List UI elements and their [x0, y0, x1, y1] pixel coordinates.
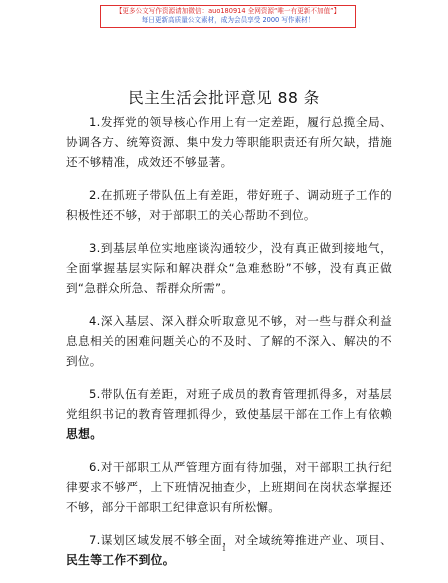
list-item — [66, 384, 392, 444]
item-text: 2.在抓班子带队伍上有差距，带好班子、调动班子工作的积极性还不够，对于部职工的关心帮助不到位。 — [66, 188, 392, 222]
list-item — [66, 457, 392, 517]
item-text: 5.带队伍有差距，对班子成员的教育管理抓得多，对基层党组织书记的教育管理抓得少，致使基层干部在工作上有依赖 — [66, 387, 392, 421]
promo-banner-line-1: 【更多公文写作资源请加微信：auo180914 全网资源“唯一有更新不加值”】 — [115, 7, 341, 15]
document-title: 民主生活会批评意见 88 条 — [128, 89, 320, 107]
criticism-list — [66, 112, 392, 583]
item-text: 1.发挥党的领导核心作用上有一定差距，履行总揽全局、协调各方、统筹资源、集中发力等职能职责还有所欠缺，措施还不够精准，成效还不够显著。 — [66, 115, 392, 169]
page-number: 1 — [221, 545, 227, 553]
item-text: 3.到基层单位实地座谈沟通较少，没有真正做到接地气，全面掌握基层实际和解决群众“急难愁盼”不够，没有真正做到“急群众所急、帮群众所需”。 — [66, 241, 392, 295]
promo-banner — [100, 5, 356, 28]
list-item — [66, 311, 392, 371]
list-item — [66, 112, 392, 172]
list-item — [66, 238, 392, 298]
item-text-tail: 思想。 — [66, 427, 103, 441]
item-text: 6.对干部职工从严管理方面有待加强，对干部职工执行纪律要求不够严，上下班情况抽查少，上班期间在岗状态掌握还不够，部分干部职工纪律意识有所松懈。 — [66, 460, 392, 514]
item-text-tail: 民生等工作不到位。 — [66, 553, 175, 567]
list-item — [66, 185, 392, 225]
promo-banner-line-2: 每日更新高质量公文素材，成为会员享受 2000 写作素材！ — [141, 16, 315, 24]
item-text: 4.深入基层、深入群众听取意见不够，对一些与群众利益息息相关的困难问题关心的不及时、了解的不深入、解决的不到位。 — [66, 314, 392, 368]
item-text: 7.谋划区域发展不够全面，对全域统筹推进产业、项目、 — [89, 533, 392, 547]
